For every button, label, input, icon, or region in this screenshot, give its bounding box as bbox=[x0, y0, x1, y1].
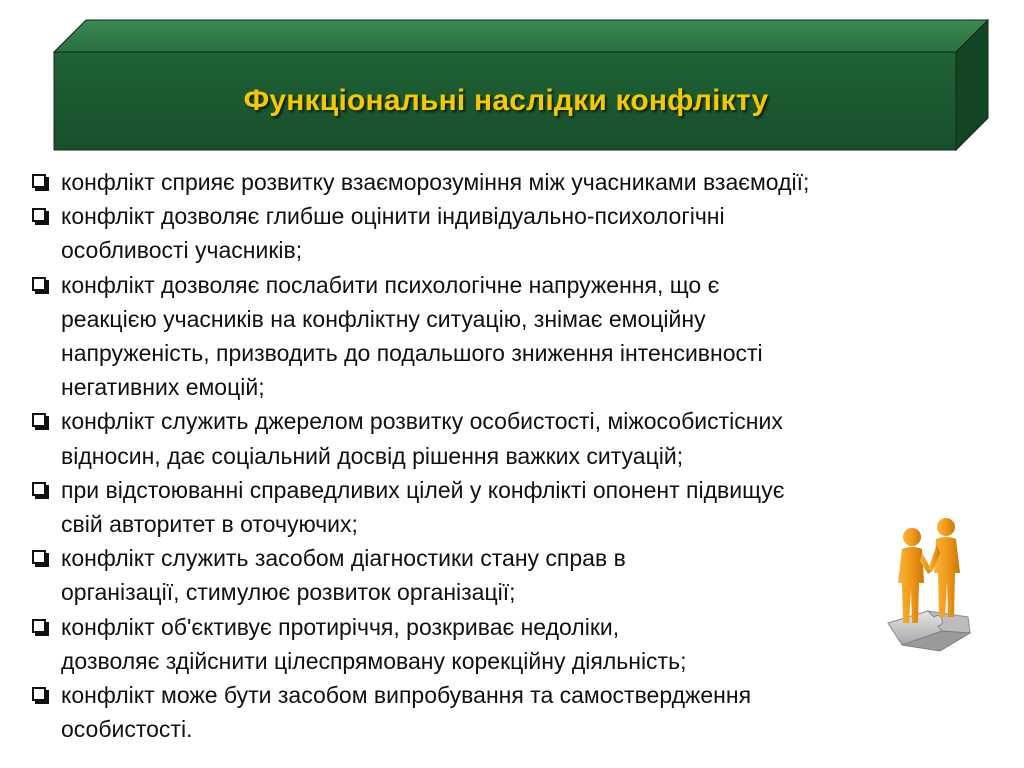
list-item bbox=[30, 199, 1015, 267]
person-left bbox=[898, 528, 932, 623]
list-item-line: напруженість, призводить до подальшого зниження інтенсивності bbox=[61, 340, 763, 367]
list-item-text bbox=[61, 268, 1015, 405]
checkbox-icon bbox=[32, 413, 46, 427]
list-item-line: відносин, дає соціальний досвід рішення важких ситуацій; bbox=[61, 442, 684, 469]
list-item-line: конфлікт сприяє розвитку взаєморозуміння між учасниками взаємодії; bbox=[61, 169, 810, 195]
list-item-line: свій авторитет в оточуючих; bbox=[61, 511, 358, 538]
checkbox-icon bbox=[32, 174, 46, 188]
list-item-line: при відстоюванні справедливих цілей у конфлікті опонент підвищує bbox=[61, 476, 785, 503]
banner-top-face bbox=[54, 20, 988, 52]
two-people-on-puzzle-icon bbox=[880, 505, 980, 655]
list-item-line: дозволяє здійснити цілеспрямовану корекційну діяльність; bbox=[61, 647, 687, 674]
person-right bbox=[928, 518, 960, 617]
list-item bbox=[30, 268, 1015, 405]
checkbox-icon bbox=[32, 482, 46, 496]
page-title: Функціональні наслідки конфлікту bbox=[243, 84, 769, 117]
list-item-line: конфлікт дозволяє глибше оцінити індивідуально-психологічні bbox=[61, 203, 725, 230]
list-item bbox=[30, 541, 1015, 609]
list-item-text bbox=[61, 165, 1015, 199]
list-item-text bbox=[61, 473, 1015, 541]
list-item bbox=[30, 610, 1015, 678]
list-item bbox=[30, 165, 1015, 199]
list-item-line: конфлікт дозволяє послабити психологічне напруження, що є bbox=[61, 271, 720, 298]
list-item-line: конфлікт об'єктивує протиріччя, розкриває недоліки, bbox=[61, 613, 620, 640]
list-item bbox=[30, 473, 1015, 541]
puzzle-base bbox=[888, 611, 970, 651]
list-item-line: негативних емоцій; bbox=[61, 374, 265, 401]
list-item bbox=[30, 404, 1015, 472]
checkbox-icon bbox=[32, 619, 46, 633]
list-item-line: конфлікт служить засобом діагностики стану справ в bbox=[61, 545, 626, 572]
checkbox-icon bbox=[32, 550, 46, 564]
list-item-line: особистості. bbox=[61, 716, 193, 743]
list-item-line: конфлікт служить джерелом розвитку особистості, міжособистісних bbox=[61, 408, 783, 435]
checkbox-icon bbox=[32, 277, 46, 291]
list-item-line: організації, стимулює розвиток організації; bbox=[61, 579, 516, 606]
list-item-text bbox=[61, 678, 1015, 746]
list-item bbox=[30, 678, 1015, 746]
list-item-text bbox=[61, 541, 1015, 609]
list-item-text bbox=[61, 610, 1015, 678]
list-item-line: особливості учасників; bbox=[61, 237, 303, 264]
list-item-text bbox=[61, 199, 1015, 267]
checkbox-icon bbox=[32, 687, 46, 701]
consequences-list bbox=[30, 165, 1015, 746]
list-item-line: конфлікт може бути засобом випробування та самоствердження bbox=[61, 682, 752, 709]
illustration-svg bbox=[880, 505, 980, 655]
checkbox-icon bbox=[32, 208, 46, 222]
list-item-line: реакцією учасників на конфліктну ситуацію, знімає емоційну bbox=[61, 305, 706, 332]
title-banner bbox=[0, 0, 1024, 160]
list-item-text bbox=[61, 404, 1015, 472]
